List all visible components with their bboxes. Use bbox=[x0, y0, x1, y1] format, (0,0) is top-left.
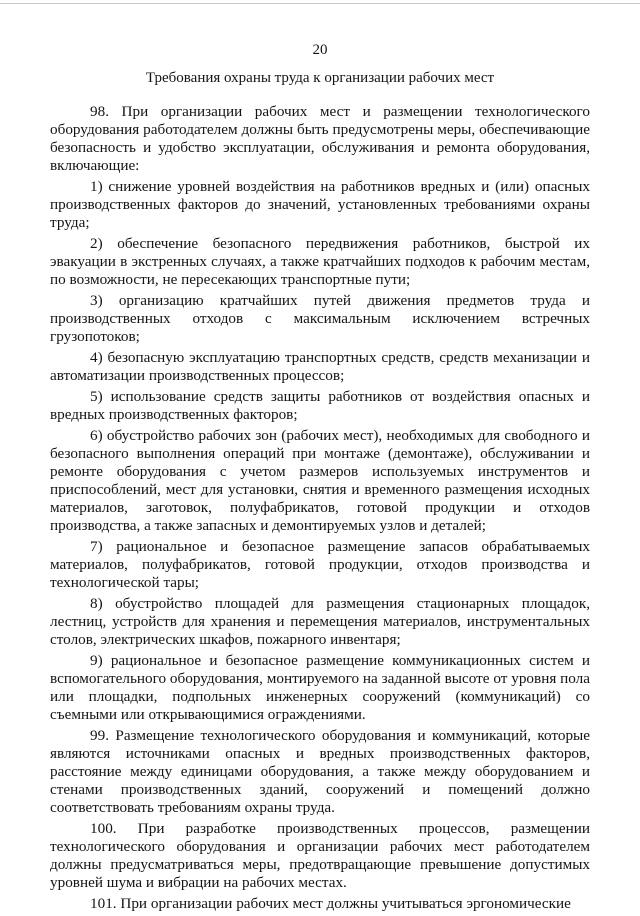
list-item-4: 4) безопасную эксплуатацию транспортных средств, средств механизации и автоматизации производственных процессов; bbox=[50, 349, 590, 384]
list-item-3: 3) организацию кратчайших путей движения предметов труда и производственных отходов с максимальным исключением встречных грузопотоков; bbox=[50, 292, 590, 345]
list-item-5: 5) использование средств защиты работников от воздействия опасных и вредных производственных факторов; bbox=[50, 388, 590, 423]
section-title: Требования охраны труда к организации рабочих мест bbox=[145, 70, 495, 86]
list-item-8: 8) обустройство площадей для размещения стационарных площадок, лестниц, устройств для хранения и перемещения материалов, инструментальных столов, электрических шкафов, пожарного инвентаря; bbox=[50, 595, 590, 648]
list-item-6: 6) обустройство рабочих зон (рабочих мест), необходимых для свободного и безопасного выполнения операций при монтаже (демонтаже), обслуживании и ремонте оборудования с учетом размеров используемых инструментов и приспособлений, мест для установки, снятия и временного размещения исходных материалов, заготовок, полуфабрикатов, готовой продукции и отходов производства, а также запасных и демонтируемых узлов и деталей; bbox=[50, 427, 590, 534]
scan-top-edge bbox=[0, 3, 640, 4]
paragraph-98: 98. При организации рабочих мест и размещении технологического оборудования работодателем должны быть предусмотрены меры, обеспечивающие безопасность и удобство эксплуатации, обслуживания и ремонта оборудования, включающие: bbox=[50, 103, 590, 174]
list-item-7: 7) рациональное и безопасное размещение запасов обрабатываемых материалов, полуфабрикатов, готовой продукции, отходов производства и технологической тары; bbox=[50, 538, 590, 591]
paragraph-100: 100. При разработке производственных процессов, размещении технологического оборудования и организации рабочих мест работодателем должны предусматриваться меры, предотвращающие превышение допустимых уровней шума и вибрации на рабочих местах. bbox=[50, 820, 590, 891]
list-item-2: 2) обеспечение безопасного передвижения работников, быстрой их эвакуации в экстренных случаях, а также кратчайших подходов к рабочим местам, по возможности, не пересекающих транспортные пути; bbox=[50, 235, 590, 288]
paragraph-99: 99. Размещение технологического оборудования и коммуникаций, которые являются источниками опасных и вредных производственных факторов, расстояние между единицами оборудования, а также между оборудованием и стенами производственных зданий, сооружений и помещений должно соответствовать требованиям охраны труда. bbox=[50, 727, 590, 816]
paragraph-101: 101. При организации рабочих мест должны учитываться эргономические bbox=[90, 895, 571, 912]
list-item-9: 9) рациональное и безопасное размещение коммуникационных систем и вспомогательного оборудования, монтируемого на заданной высоте от уровня пола или площадки, подпольных инженерных сооружений (коммуникаций) со съемными или открывающимися ограждениями. bbox=[50, 652, 590, 723]
list-item-1: 1) снижение уровней воздействия на работников вредных и (или) опасных производственных факторов до значений, установленных требованиями охраны труда; bbox=[50, 178, 590, 231]
page-number: 20 bbox=[312, 42, 328, 58]
document-body bbox=[50, 103, 590, 916]
